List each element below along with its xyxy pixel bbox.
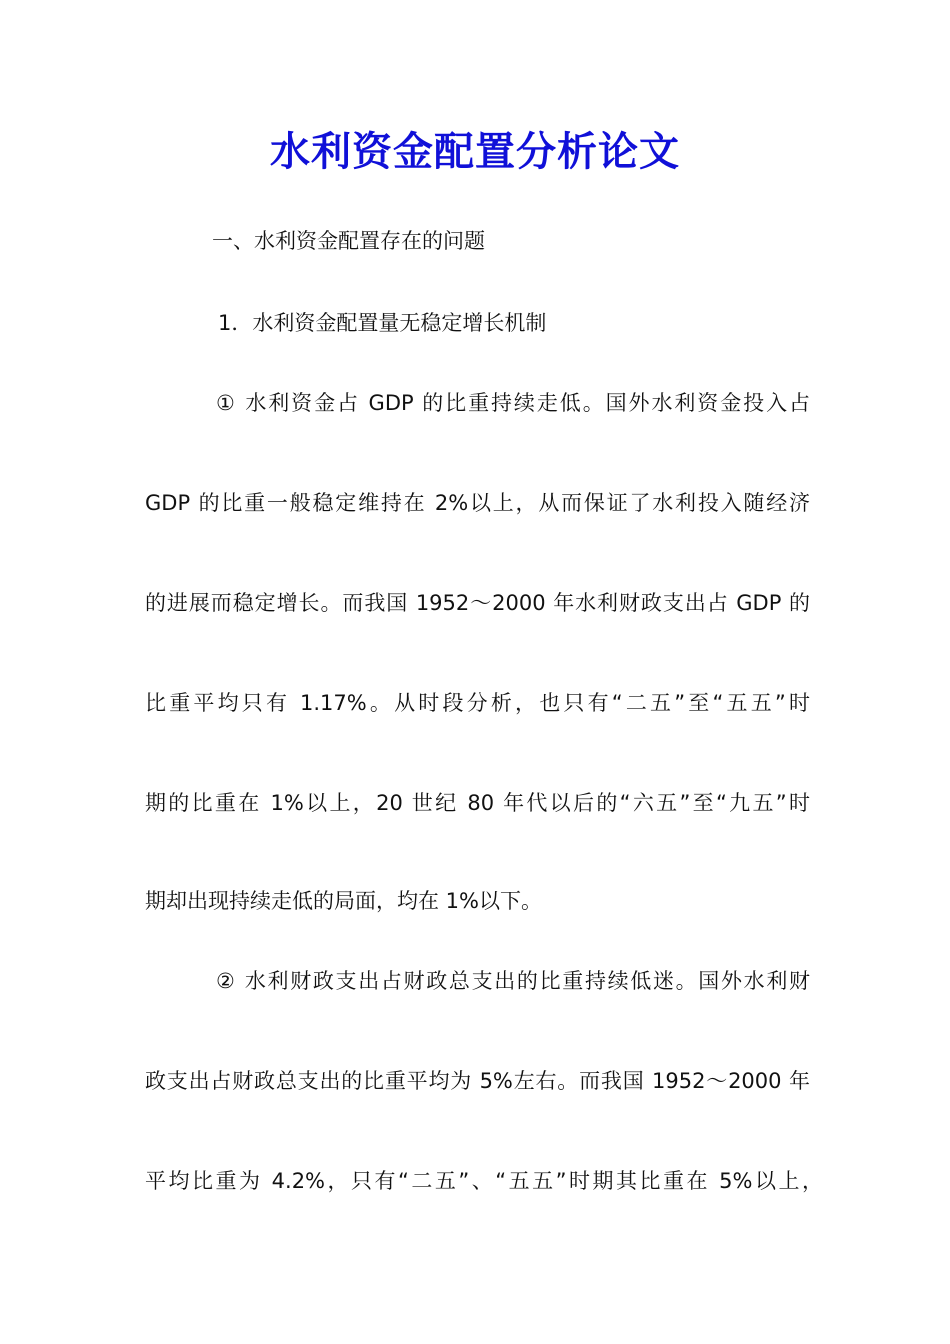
paragraph-line: ② 水利财政支出占财政总支出的比重持续低迷。国外水利财	[216, 969, 810, 993]
paragraph-line: ① 水利资金占 GDP 的比重持续走低。国外水利资金投入占	[216, 391, 810, 415]
paragraph-line: 政支出占财政总支出的比重平均为 5%左右。而我国 1952～2000 年	[145, 1069, 810, 1093]
paragraph-line: 的进展而稳定增长。而我国 1952～2000 年水利财政支出占 GDP 的	[145, 591, 810, 615]
paragraph-line: 平均比重为 4.2%，只有“二五”、“五五”时期其比重在 5%以上，	[145, 1169, 823, 1193]
section-heading: 一、水利资金配置存在的问题	[212, 229, 485, 253]
paragraph-line: GDP 的比重一般稳定维持在 2%以上，从而保证了水利投入随经济	[145, 491, 810, 515]
paragraph-line: 期却出现持续走低的局面，均在 1%以下。	[145, 889, 542, 913]
subsection-heading: 1．水利资金配置量无稳定增长机制	[218, 311, 547, 335]
document-title: 水利资金配置分析论文	[270, 128, 680, 175]
paragraph-line: 比重平均只有 1.17%。从时段分析，也只有“二五”至“五五”时	[145, 691, 810, 715]
paragraph-line: 期的比重在 1%以上，20 世纪 80 年代以后的“六五”至“九五”时	[145, 791, 810, 815]
